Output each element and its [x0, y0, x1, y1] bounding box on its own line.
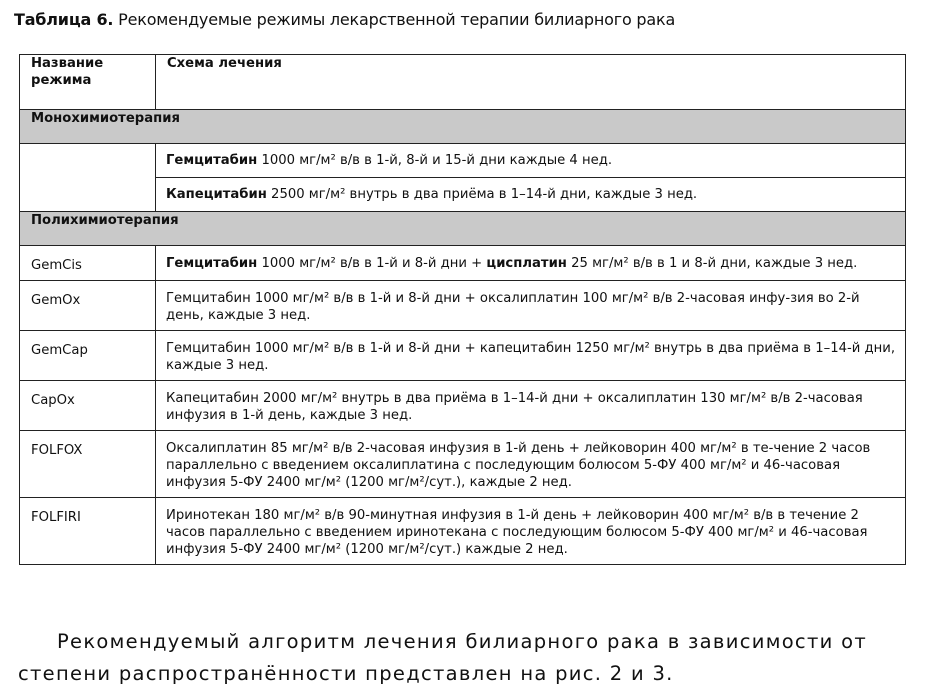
regimen-name [20, 144, 156, 212]
scheme-text: 2500 мг/м² внутрь в два приёма в 1–14-й дни, каждые 3 нед. [266, 187, 698, 202]
drug-name: Гемцитабин [166, 153, 258, 168]
regimen-scheme: Иринотекан 180 мг/м² в/в 90-минутная инфузия в 1-й день + лейковорин 400 мг/м² в/в в течение 2 часов параллельно с введением иринотекана с последующим болюсом 5-ФУ 400 мг/м² и 46-часовая инфузия 5-ФУ 2400 мг/м² (1200 мг/м²/сут.) каждые 2 нед. [156, 498, 906, 565]
paragraph-text: Рекомендуемый алгоритм лечения билиарного рака в зависимости от степени распространённости представлен на рис. 2 и 3. [18, 630, 867, 685]
table-number: Таблица 6. [14, 10, 114, 29]
regimen-name: GemCap [20, 331, 156, 381]
section-row [20, 110, 906, 144]
regimen-name: FOLFOX [20, 431, 156, 498]
regimen-scheme [156, 246, 906, 281]
table-row [20, 498, 906, 565]
regimen-scheme: Оксалиплатин 85 мг/м² в/в 2-часовая инфузия в 1-й день + лейковорин 400 мг/м² в те-чение 2 часов параллельно с введением оксалиплатина с последующим болюсом 5-ФУ 400 мг/м² и 46-часовая инфузия 5-ФУ 2400 мг/м² (1200 мг/м²/сут.), каждые 2 нед. [156, 431, 906, 498]
table-row [20, 246, 906, 281]
regimen-scheme: Капецитабин 2000 мг/м² внутрь в два приёма в 1–14-й дни + оксалиплатин 130 мг/м² в/в 2-часовая инфузия в 1-й день, каждые 3 нед. [156, 381, 906, 431]
header-name: Название режима [20, 55, 156, 110]
header-scheme: Схема лечения [156, 55, 906, 110]
drug-name: Гемцитабин [166, 256, 258, 271]
section-row [20, 212, 906, 246]
section-title-poly: Полихимиотерапия [20, 212, 906, 246]
table-row [20, 431, 906, 498]
table-row [20, 144, 906, 178]
table-row [20, 381, 906, 431]
table-title: Рекомендуемые режимы лекарственной терапии билиарного рака [113, 10, 676, 29]
table-caption [14, 10, 675, 29]
regimen-scheme [156, 178, 906, 212]
drug-name: Капецитабин [166, 187, 267, 202]
regimen-scheme: Гемцитабин 1000 мг/м² в/в в 1-й и 8-й дни + капецитабин 1250 мг/м² внутрь в два приёма в 1–14-й дни, каждые 3 нед. [156, 331, 906, 381]
regimens-table [19, 54, 906, 565]
table-row [20, 281, 906, 331]
regimen-name: GemOx [20, 281, 156, 331]
table-row [20, 331, 906, 381]
regimen-scheme [156, 144, 906, 178]
scheme-text: 25 мг/м² в/в в 1 и 8-й дни, каждые 3 нед. [566, 256, 858, 271]
section-title-mono: Монохимиотерапия [20, 110, 906, 144]
scheme-text: 1000 мг/м² в/в в 1-й, 8-й и 15-й дни каждые 4 нед. [257, 153, 613, 168]
header-row [20, 55, 906, 110]
regimen-scheme: Гемцитабин 1000 мг/м² в/в в 1-й и 8-й дни + оксалиплатин 100 мг/м² в/в 2-часовая инфу-зия во 2-й день, каждые 3 нед. [156, 281, 906, 331]
regimen-name: GemCis [20, 246, 156, 281]
body-paragraph [18, 626, 908, 690]
regimen-name: FOLFIRI [20, 498, 156, 565]
regimen-name: CapOx [20, 381, 156, 431]
drug-name: цисплатин [486, 256, 567, 271]
scheme-text: 1000 мг/м² в/в в 1-й и 8-й дни + [257, 256, 487, 271]
